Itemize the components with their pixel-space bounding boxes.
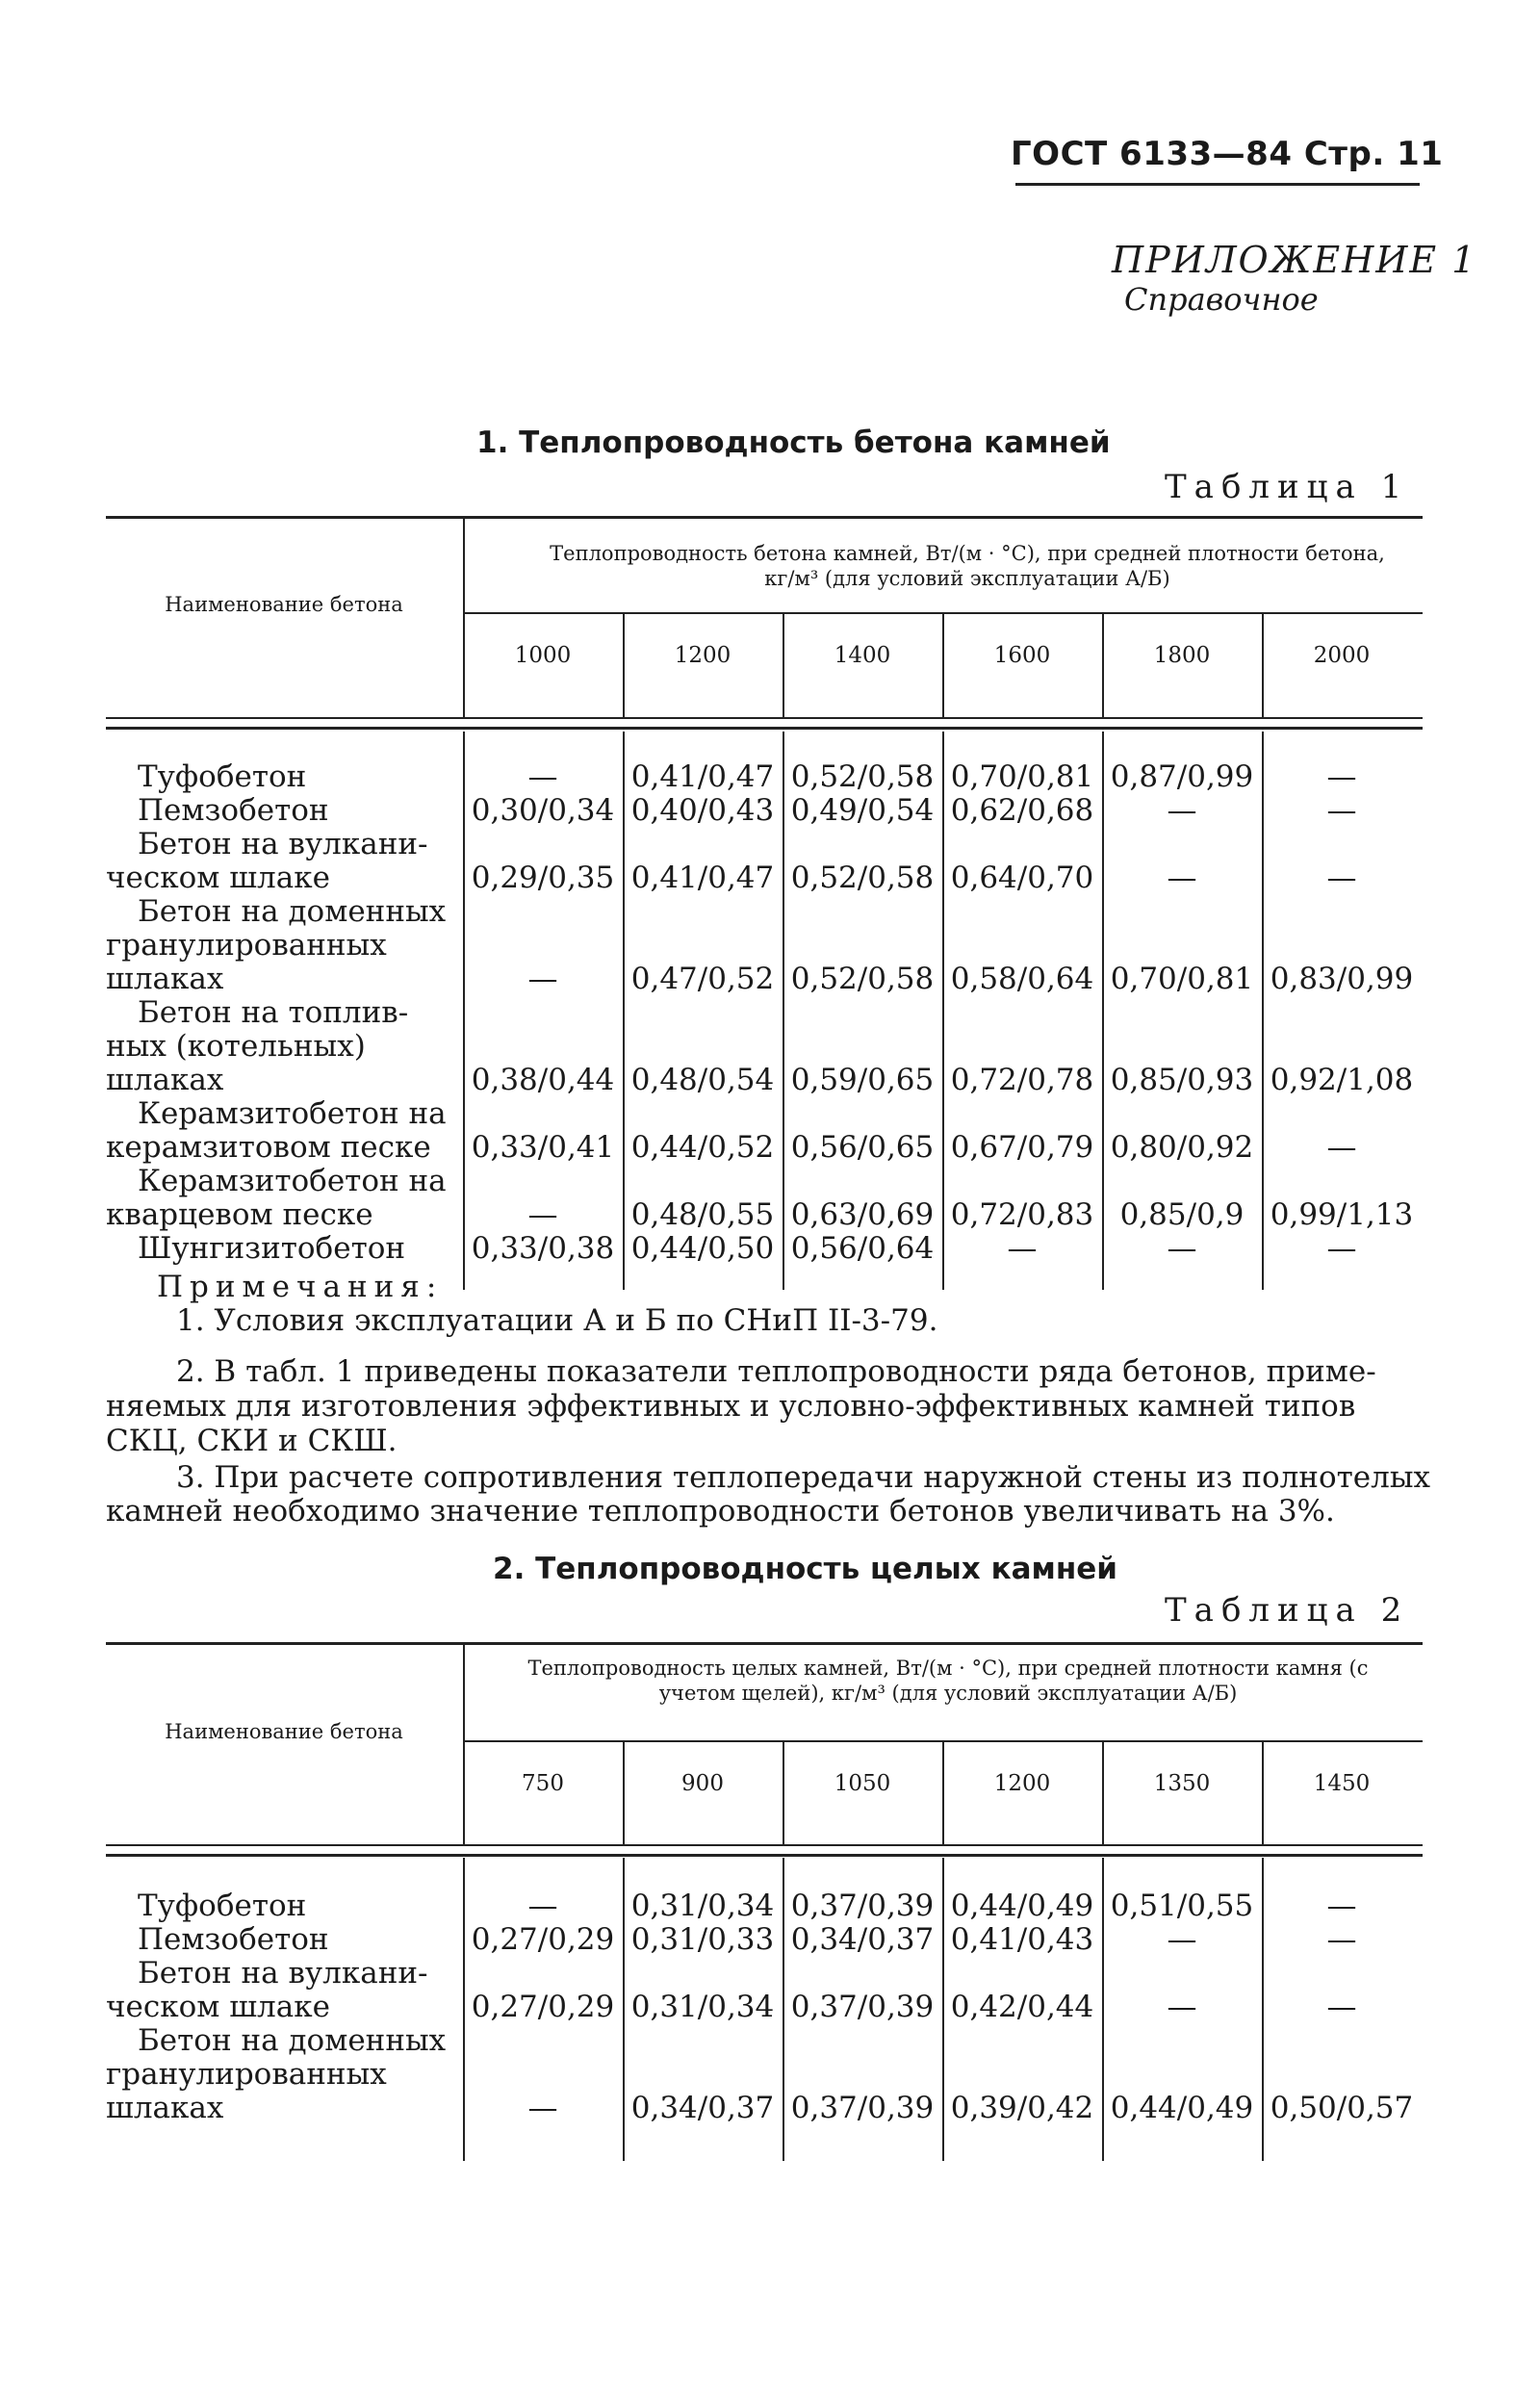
table-cell: — bbox=[1326, 1990, 1357, 2024]
table-cell: — bbox=[1167, 1231, 1197, 1266]
density-header: 1400 bbox=[834, 643, 891, 668]
table-cell: 0,52/0,58 bbox=[790, 861, 935, 895]
density-header: 1000 bbox=[514, 643, 572, 668]
table-cell: 0,31/0,33 bbox=[630, 1922, 775, 1957]
note-3-line-1: 3. При расчете сопротивления теплопередачи наружной стены из полнотелых bbox=[176, 1460, 1430, 1495]
table-cell: 0,63/0,69 bbox=[790, 1197, 935, 1232]
table-cell: 0,31/0,34 bbox=[630, 1990, 775, 2024]
row-name-line: гранулированных bbox=[106, 2057, 387, 2092]
row-name-line: Бетон на вулкани- bbox=[138, 827, 428, 861]
note-2-line-3: СКЦ, СКИ и СКШ. bbox=[106, 1424, 398, 1458]
table-cell: 0,70/0,81 bbox=[950, 759, 1094, 794]
density-header: 1350 bbox=[1153, 1771, 1211, 1796]
row-name-line: кварцевом песке bbox=[106, 1197, 373, 1232]
table-cell: 0,51/0,55 bbox=[1110, 1889, 1254, 1923]
section2-head-vline bbox=[463, 1642, 465, 1844]
row-name-line: Керамзитобетон на bbox=[138, 1096, 447, 1131]
table-cell: — bbox=[1007, 1231, 1038, 1266]
table-cell: 0,29/0,35 bbox=[471, 861, 615, 895]
table-cell: 0,83/0,99 bbox=[1270, 962, 1414, 996]
row-name-line: ческом шлаке bbox=[106, 861, 330, 895]
row-name-line: Шунгизитобетон bbox=[138, 1231, 406, 1266]
note-2-line-1: 2. В табл. 1 приведены показатели теплопроводности ряда бетонов, приме- bbox=[176, 1354, 1376, 1389]
table-cell: 0,67/0,79 bbox=[950, 1130, 1094, 1165]
table-2-head-name: Наименование бетона bbox=[165, 1720, 403, 1743]
row-name-line: ных (котельных) bbox=[106, 1029, 366, 1064]
table-cell: 0,37/0,39 bbox=[790, 1990, 935, 2024]
section-1-title: 1. Теплопроводность бетона камней bbox=[476, 425, 1111, 460]
table-cell: 0,72/0,83 bbox=[950, 1197, 1094, 1232]
table-cell: 0,48/0,55 bbox=[630, 1197, 775, 1232]
table-cell: 0,27/0,29 bbox=[471, 1922, 615, 1957]
table-cell: 0,41/0,43 bbox=[950, 1922, 1094, 1957]
table-cell: 0,37/0,39 bbox=[790, 2091, 935, 2125]
table-cell: — bbox=[527, 962, 558, 996]
row-name-line: гранулированных bbox=[106, 928, 387, 963]
density-header: 1450 bbox=[1313, 1771, 1371, 1796]
table-cell: 0,58/0,64 bbox=[950, 962, 1094, 996]
table-cell: 0,44/0,52 bbox=[630, 1130, 775, 1165]
notes-heading: Примечания: bbox=[157, 1270, 444, 1304]
table-cell: 0,85/0,93 bbox=[1110, 1063, 1254, 1097]
row-name-line: шлаках bbox=[106, 2091, 224, 2125]
table-cell: — bbox=[527, 2091, 558, 2125]
appendix-subtitle: Справочное bbox=[1124, 281, 1319, 318]
table-cell: — bbox=[1326, 1889, 1357, 1923]
row-name-line: Туфобетон bbox=[138, 1889, 307, 1923]
table-cell: 0,59/0,65 bbox=[790, 1063, 935, 1097]
table-cell: 0,47/0,52 bbox=[630, 962, 775, 996]
table-cell: — bbox=[527, 1197, 558, 1232]
table-cell: — bbox=[1326, 759, 1357, 794]
appendix-title: ПРИЛОЖЕНИЕ 1 bbox=[1112, 239, 1477, 281]
density-header: 1050 bbox=[834, 1771, 891, 1796]
table-cell: 0,34/0,37 bbox=[630, 2091, 775, 2125]
table-cell: — bbox=[527, 759, 558, 794]
note-1: 1. Условия эксплуатации А и Б по СНиП II-3-79. bbox=[176, 1303, 938, 1338]
density-header: 1800 bbox=[1153, 643, 1211, 668]
table-cell: 0,34/0,37 bbox=[790, 1922, 935, 1957]
table-cell: 0,56/0,64 bbox=[790, 1231, 935, 1266]
row-name-line: керамзитовом песке bbox=[106, 1130, 431, 1165]
table-2-label: Таблица 2 bbox=[1165, 1591, 1410, 1630]
row-name-line: шлаках bbox=[106, 962, 224, 996]
row-name-line: Бетон на вулкани- bbox=[138, 1956, 428, 1991]
table-cell: 0,72/0,78 bbox=[950, 1063, 1094, 1097]
table-cell: 0,33/0,38 bbox=[471, 1231, 615, 1266]
table-cell: 0,41/0,47 bbox=[630, 861, 775, 895]
table-cell: 0,44/0,50 bbox=[630, 1231, 775, 1266]
row-name-line: Пемзобетон bbox=[138, 1922, 329, 1957]
table-cell: 0,52/0,58 bbox=[790, 962, 935, 996]
table-cell: 0,30/0,34 bbox=[471, 793, 615, 828]
table-cell: 0,49/0,54 bbox=[790, 793, 935, 828]
table-cell: 0,62/0,68 bbox=[950, 793, 1094, 828]
table-cell: — bbox=[1326, 1231, 1357, 1266]
table-cell: 0,87/0,99 bbox=[1110, 759, 1254, 794]
row-name-line: Пемзобетон bbox=[138, 793, 329, 828]
row-name-line: Бетон на топлив- bbox=[138, 995, 409, 1030]
table-cell: — bbox=[527, 1889, 558, 1923]
table-cell: 0,44/0,49 bbox=[1110, 2091, 1254, 2125]
table-cell: — bbox=[1326, 1130, 1357, 1165]
table-cell: 0,27/0,29 bbox=[471, 1990, 615, 2024]
table-2-head-group: Теплопроводность целых камней, Вт/(м · °С), при средней плотности камня (с учетом щелей), кг/м³ (для условий эксплуатации А/Б) bbox=[527, 1657, 1369, 1705]
table-cell: 0,39/0,42 bbox=[950, 2091, 1094, 2125]
density-header: 750 bbox=[522, 1771, 564, 1796]
table-cell: 0,44/0,49 bbox=[950, 1889, 1094, 1923]
section-2-title: 2. Теплопроводность целых камней bbox=[493, 1552, 1118, 1586]
table-cell: 0,92/1,08 bbox=[1270, 1063, 1414, 1097]
table-cell: 0,56/0,65 bbox=[790, 1130, 935, 1165]
density-header: 900 bbox=[681, 1771, 724, 1796]
table-cell: — bbox=[1167, 1990, 1197, 2024]
table-cell: 0,41/0,47 bbox=[630, 759, 775, 794]
row-name-line: Туфобетон bbox=[138, 759, 307, 794]
row-name-line: Бетон на доменных bbox=[138, 2023, 447, 2058]
table-cell: 0,38/0,44 bbox=[471, 1063, 615, 1097]
table-cell: 0,33/0,41 bbox=[471, 1130, 615, 1165]
table-cell: — bbox=[1167, 1922, 1197, 1957]
table-1-head-name: Наименование бетона bbox=[165, 593, 403, 616]
density-header: 1200 bbox=[993, 1771, 1051, 1796]
table-cell: 0,37/0,39 bbox=[790, 1889, 935, 1923]
row-name-line: шлаках bbox=[106, 1063, 224, 1097]
table-cell: — bbox=[1167, 861, 1197, 895]
row-name-line: ческом шлаке bbox=[106, 1990, 330, 2024]
note-3-line-2: камней необходимо значение теплопроводности бетонов увеличивать на 3%. bbox=[106, 1494, 1335, 1529]
page-header: ГОСТ 6133—84 Стр. 11 bbox=[1011, 135, 1444, 173]
section1-head-vline bbox=[463, 516, 465, 717]
table-cell: 0,85/0,9 bbox=[1119, 1197, 1245, 1232]
table-cell: — bbox=[1326, 1922, 1357, 1957]
table-cell: — bbox=[1326, 793, 1357, 828]
row-name-line: Керамзитобетон на bbox=[138, 1164, 447, 1198]
row-name-line: Бетон на доменных bbox=[138, 894, 447, 929]
header-rule bbox=[1015, 183, 1420, 186]
table-cell: 0,70/0,81 bbox=[1110, 962, 1254, 996]
table-cell: 0,50/0,57 bbox=[1270, 2091, 1414, 2125]
table-1-head-group: Теплопроводность бетона камней, Вт/(м · °С), при средней плотности бетона, кг/м³ (для условий эксплуатации А/Б) bbox=[550, 542, 1385, 590]
density-header: 1200 bbox=[674, 643, 732, 668]
density-header: 1600 bbox=[993, 643, 1051, 668]
table-cell: 0,64/0,70 bbox=[950, 861, 1094, 895]
table-cell: 0,31/0,34 bbox=[630, 1889, 775, 1923]
table-cell: 0,40/0,43 bbox=[630, 793, 775, 828]
table-1-label: Таблица 1 bbox=[1165, 468, 1410, 506]
table-cell: 0,42/0,44 bbox=[950, 1990, 1094, 2024]
table-cell: 0,52/0,58 bbox=[790, 759, 935, 794]
table-cell: — bbox=[1326, 861, 1357, 895]
note-2-line-2: няемых для изготовления эффективных и условно-эффективных камней типов bbox=[106, 1389, 1356, 1424]
density-header: 2000 bbox=[1313, 643, 1371, 668]
table-cell: 0,99/1,13 bbox=[1270, 1197, 1414, 1232]
table-cell: — bbox=[1167, 793, 1197, 828]
table-cell: 0,48/0,54 bbox=[630, 1063, 775, 1097]
table-cell: 0,80/0,92 bbox=[1110, 1130, 1254, 1165]
